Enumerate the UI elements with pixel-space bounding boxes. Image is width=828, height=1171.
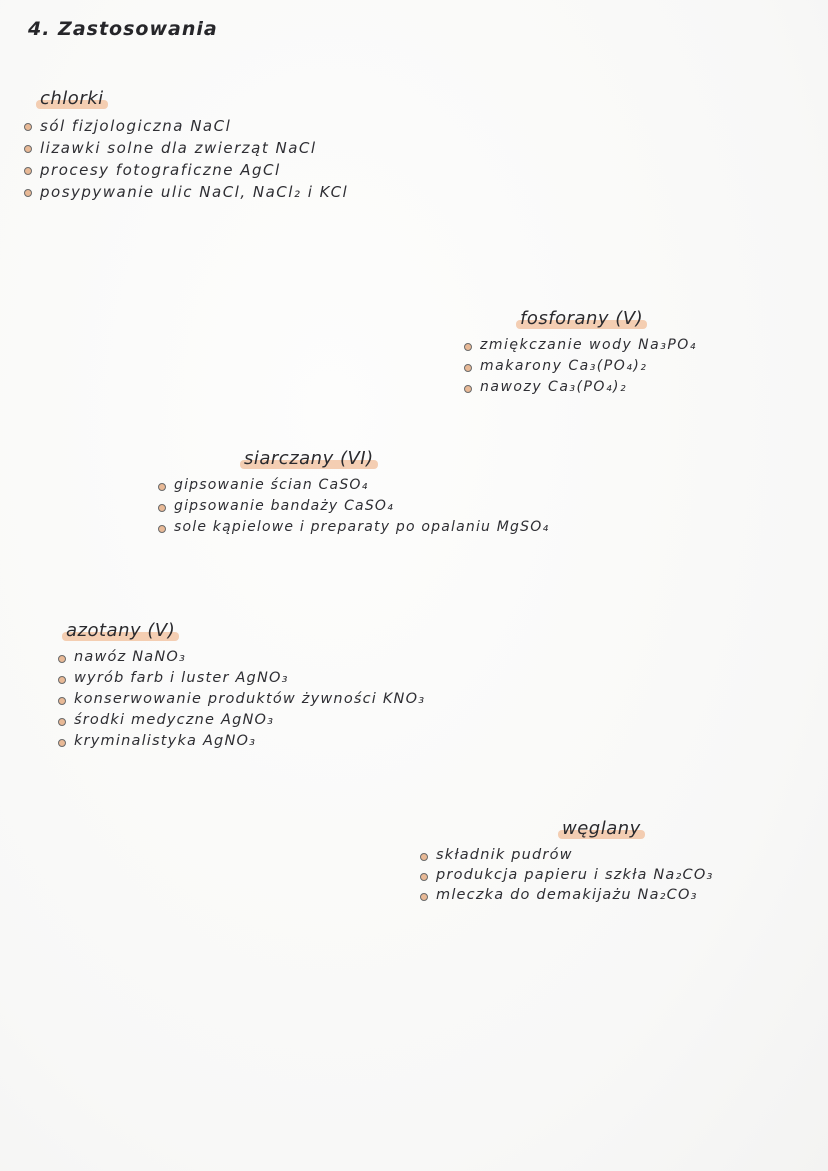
heading-text: chlorki [40,88,104,109]
section-fosforany [462,308,697,398]
bullet-icon [420,893,428,901]
bullet-icon [24,189,32,197]
list-item [418,885,713,905]
bullet-icon [464,343,472,351]
list-item [462,335,697,356]
bullet-icon [464,385,472,393]
page-title: 4. Zastosowania [28,18,218,40]
item-list [462,335,697,398]
item-text: procesy fotograficzne AgCl [40,161,281,179]
heading-text: fosforany (V) [520,308,644,329]
item-text: gipsowanie ścian CaSO₄ [174,477,369,493]
bullet-icon [58,655,66,663]
section-chlorki [22,88,348,203]
item-text: zmiękczanie wody Na₃PO₄ [480,337,697,353]
item-text: środki medyczne AgNO₃ [74,712,275,728]
item-text: posypywanie ulic NaCl, NaCl₂ i KCl [40,183,349,201]
list-item [418,845,713,865]
list-item [156,496,549,517]
list-item [56,731,425,752]
bullet-icon [24,123,32,131]
list-item [156,475,549,496]
bullet-icon [158,525,166,533]
list-item [22,159,348,181]
item-text: konserwowanie produktów żywności KNO₃ [74,691,426,707]
section-weglany [418,818,713,905]
item-list [56,647,425,752]
bullet-icon [464,364,472,372]
item-text: gipsowanie bandaży CaSO₄ [174,498,394,514]
item-list [22,115,348,203]
item-text: makarony Ca₃(PO₄)₂ [480,358,648,374]
list-item [56,647,425,668]
list-item [56,689,425,710]
section-heading [240,448,378,471]
section-azotany [56,620,425,752]
section-heading [558,818,645,841]
section-siarczany [156,448,549,538]
list-item [22,181,348,203]
bullet-icon [158,483,166,491]
item-text: produkcja papieru i szkła Na₂CO₃ [436,867,714,883]
heading-text: węglany [562,818,641,839]
item-text: mleczka do demakijażu Na₂CO₃ [436,887,698,903]
list-item [22,137,348,159]
bullet-icon [58,676,66,684]
section-heading [36,88,108,111]
list-item [462,377,697,398]
item-text: sole kąpielowe i preparaty po opalaniu MgSO₄ [174,519,550,535]
bullet-icon [58,697,66,705]
item-text: lizawki solne dla zwierząt NaCl [40,139,317,157]
bullet-icon [58,718,66,726]
section-heading [62,620,179,643]
item-text: nawozy Ca₃(PO₄)₂ [480,379,628,395]
section-heading [516,308,647,331]
bullet-icon [58,739,66,747]
item-text: wyrób farb i luster AgNO₃ [74,670,289,686]
bullet-icon [420,853,428,861]
heading-text: siarczany (VI) [244,448,374,469]
list-item [418,865,713,885]
item-text: nawóz NaNO₃ [74,649,187,665]
list-item [22,115,348,137]
item-text: kryminalistyka AgNO₃ [74,733,257,749]
bullet-icon [420,873,428,881]
bullet-icon [158,504,166,512]
item-list [156,475,549,538]
item-list [418,845,713,905]
bullet-icon [24,145,32,153]
list-item [56,668,425,689]
heading-text: azotany (V) [66,620,176,641]
list-item [56,710,425,731]
bullet-icon [24,167,32,175]
list-item [156,517,549,538]
list-item [462,356,697,377]
item-text: sól fizjologiczna NaCl [40,117,232,135]
item-text: składnik pudrów [436,847,573,863]
